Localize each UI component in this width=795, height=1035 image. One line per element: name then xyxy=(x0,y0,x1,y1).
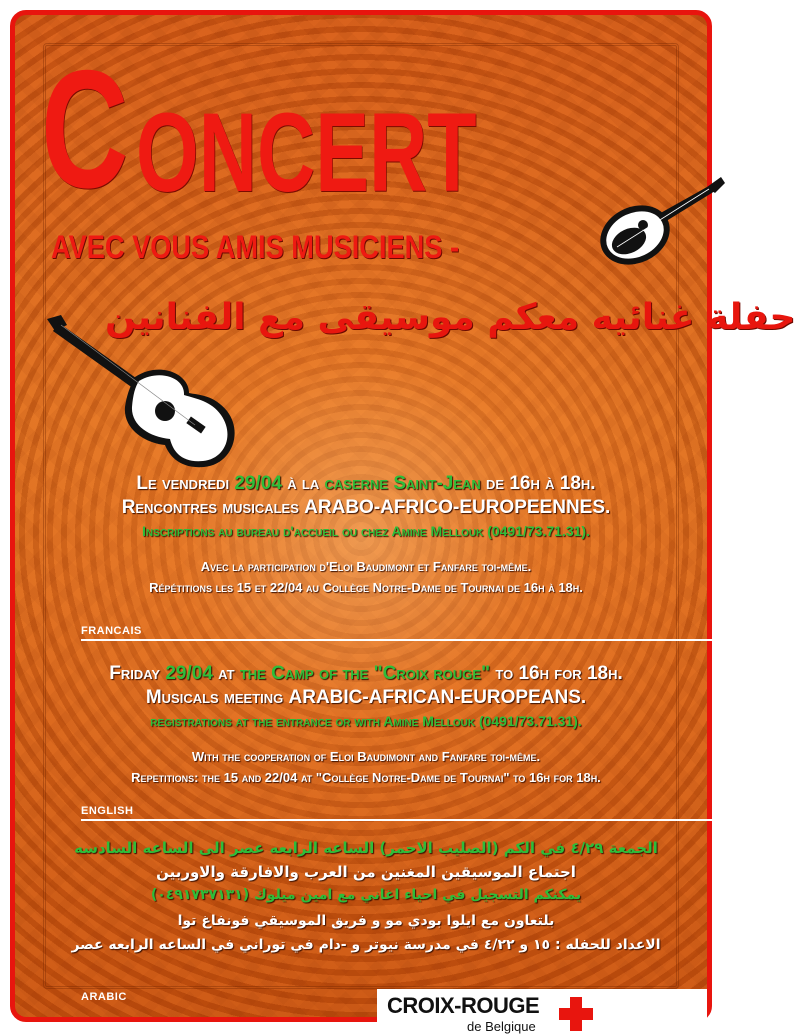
english-registration-line: registrations at the entrance or with Amine Mellouk (0491/73.71.31). xyxy=(150,713,582,729)
english-rehearsal-line: Repetitions: the 15 and 22/04 at "Collège Notre-Dame de Tournai" to 16h for 18h. xyxy=(131,770,601,785)
french-label: FRANCAIS xyxy=(81,625,142,637)
oud-icon xyxy=(597,173,727,273)
french-rehearsal-line: Répétitions les 15 et 22/04 au Collège Notre-Dame de Tournai de 16h à 18h. xyxy=(149,580,583,595)
french-divider xyxy=(81,639,717,641)
title-initial: C xyxy=(41,35,127,223)
arabic-date-line: الجمعة ٤/٢٩ في الكم (الصليب الاحمر) الساعه الرابعه عصر الى الساعه السادسه xyxy=(74,839,658,857)
poster-title xyxy=(41,35,477,223)
arabic-label: ARABIC xyxy=(81,991,127,1003)
concert-poster xyxy=(10,10,795,1034)
arabic-meeting-line: اجتماع الموسيقين المغنين من العرب والافارقة والاوربين xyxy=(156,863,576,881)
arabic-section xyxy=(15,839,717,953)
english-label: ENGLISH xyxy=(81,805,134,817)
french-registration-line: Inscriptions au bureau d'accueil ou chez Amine Mellouk (0491/73.71.31). xyxy=(142,523,590,539)
english-cooperation-line: With the cooperation of Eloi Baudimont and Fanfare toi-même. xyxy=(191,749,541,764)
arabic-title: حفلة غنائيه معكم موسيقى مع الفنانين xyxy=(105,297,795,338)
red-cross-icon xyxy=(557,995,595,1033)
title-rest: ONCERT xyxy=(136,90,477,215)
poster-subtitle: AVEC VOUS AMIS MUSICIENS - xyxy=(51,229,460,265)
english-divider xyxy=(81,819,717,821)
arabic-cooperation-line: بلتعاون مع ايلوا بودي مو و فريق الموسيقي فونفاغ توا xyxy=(177,913,555,929)
french-section xyxy=(15,473,717,595)
french-date-line: Le vendredi 29/04 à la caserne Saint-Jean de 16h à 18h. xyxy=(136,473,596,494)
arabic-registration-line: يمكنكم التسجيل في احياء اغاني مع امين ميلوك (٠٤٩١٧٣٧١٣١) xyxy=(150,887,582,903)
english-date-line: Friday 29/04 at the Camp of the "Croix rouge" to 16h for 18h. xyxy=(109,663,623,684)
french-meeting-line: Rencontres musicales ARABO-AFRICO-EUROPEENNES. xyxy=(121,497,611,518)
logo-name: CROIX-ROUGE xyxy=(387,993,540,1018)
logo-subtitle: de Belgique xyxy=(467,1019,536,1034)
guitar-icon xyxy=(39,315,244,475)
french-participation-line: Avec la participation d'Eloi Baudimont et Fanfare toi-même. xyxy=(200,559,532,574)
english-section xyxy=(15,663,717,785)
croix-rouge-logo xyxy=(377,989,707,1035)
english-meeting-line: Musicals meeting ARABIC-AFRICAN-EUROPEANS. xyxy=(145,687,587,708)
arabic-rehearsal-line: الاعداد للحفله : ١٥ و ٤/٢٢ في مدرسة نيوتر و -دام في توراني في الساعه الرابعه عصر xyxy=(71,937,661,953)
